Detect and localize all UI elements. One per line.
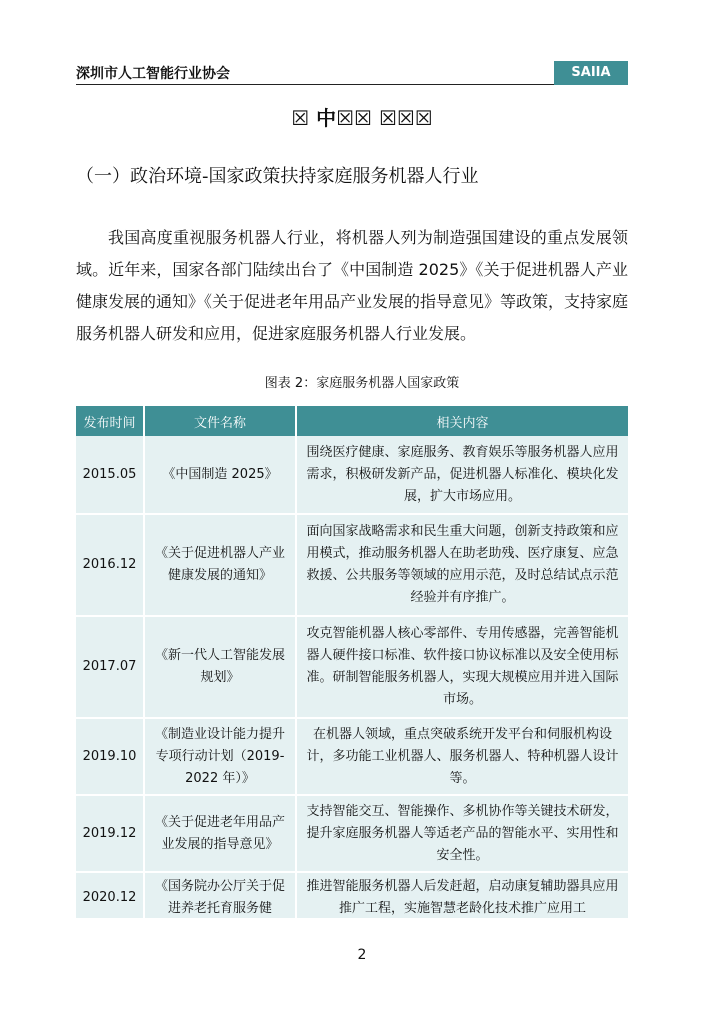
row-date: 2016.12 bbox=[76, 514, 144, 616]
row-name: 《制造业设计能力提升专项行动计划（2019-2022 年）》 bbox=[144, 718, 296, 795]
row-name: 《关于促进老年用品产业发展的指导意见》 bbox=[144, 795, 296, 872]
table-row bbox=[76, 616, 628, 718]
table-row bbox=[76, 795, 628, 872]
policy-table bbox=[76, 406, 628, 925]
row-date: 2019.12 bbox=[76, 795, 144, 872]
header-date: 发布时间 bbox=[76, 406, 144, 436]
row-name: 《新一代人工智能发展规划》 bbox=[144, 616, 296, 718]
row-name: 《中国制造 2025》 bbox=[144, 436, 296, 514]
table-row bbox=[76, 872, 628, 924]
table-caption: 图表 2：家庭服务机器人国家政策 bbox=[264, 376, 460, 391]
row-date: 2017.07 bbox=[76, 616, 144, 718]
row-date: 2019.10 bbox=[76, 718, 144, 795]
row-content: 支持智能交互、智能操作、多机协作等关键技术研发，提升家庭服务机器人等适老产品的智能水平、实用性和安全性。 bbox=[296, 795, 628, 872]
page-footer-mask bbox=[0, 918, 724, 1024]
table-row bbox=[76, 514, 628, 616]
header-divider bbox=[76, 84, 554, 85]
chapter-title: ☒ 中☒☒ ☒☒☒ bbox=[291, 106, 433, 130]
header-name: 文件名称 bbox=[144, 406, 296, 436]
row-name: 《国务院办公厅关于促进养老托育服务健 bbox=[144, 872, 296, 924]
row-content: 攻克智能机器人核心零部件、专用传感器，完善智能机器人硬件接口标准、软件接口协议标准以及安全使用标准。研制智能服务机器人，实现大规模应用并进入国际市场。 bbox=[296, 616, 628, 718]
row-content: 围绕医疗健康、家庭服务、教育娱乐等服务机器人应用需求，积极研发新产品，促进机器人标准化、模块化发展，扩大市场应用。 bbox=[296, 436, 628, 514]
table-row bbox=[76, 718, 628, 795]
page-number: 2 bbox=[357, 947, 367, 963]
row-content: 推进智能服务机器人后发赶超，启动康复辅助器具应用推广工程，实施智慧老龄化技术推广应用工 bbox=[296, 872, 628, 924]
row-date: 2020.12 bbox=[76, 872, 144, 924]
section-title: （一）政治环境-国家政策扶持家庭服务机器人行业 bbox=[76, 166, 479, 187]
header-org-name: 深圳市人工智能行业协会 bbox=[76, 66, 230, 82]
row-content: 在机器人领域，重点突破系统开发平台和伺服机构设计，多功能工业机器人、服务机器人、特种机器人设计等。 bbox=[296, 718, 628, 795]
row-name: 《关于促进机器人产业健康发展的通知》 bbox=[144, 514, 296, 616]
body-paragraph: 我国高度重视服务机器人行业，将机器人列为制造强国建设的重点发展领域。近年来，国家各部门陆续出台了《中国制造 2025》《关于促进机器人产业健康发展的通知》《关于促进老年用品产业发展的指导意见》等政策，支持家庭服务机器人研发和应用，促进家庭服务机器人行业发展。 bbox=[76, 228, 629, 343]
row-content: 面向国家战略需求和民生重大问题，创新支持政策和应用模式，推动服务机器人在助老助残、医疗康复、应急救援、公共服务等领域的应用示范，及时总结试点示范经验并有序推广。 bbox=[296, 514, 628, 616]
header-badge: SAIIA bbox=[554, 61, 628, 85]
table-row bbox=[76, 436, 628, 514]
table-header-row bbox=[76, 406, 628, 436]
row-date: 2015.05 bbox=[76, 436, 144, 514]
header-content: 相关内容 bbox=[296, 406, 628, 436]
